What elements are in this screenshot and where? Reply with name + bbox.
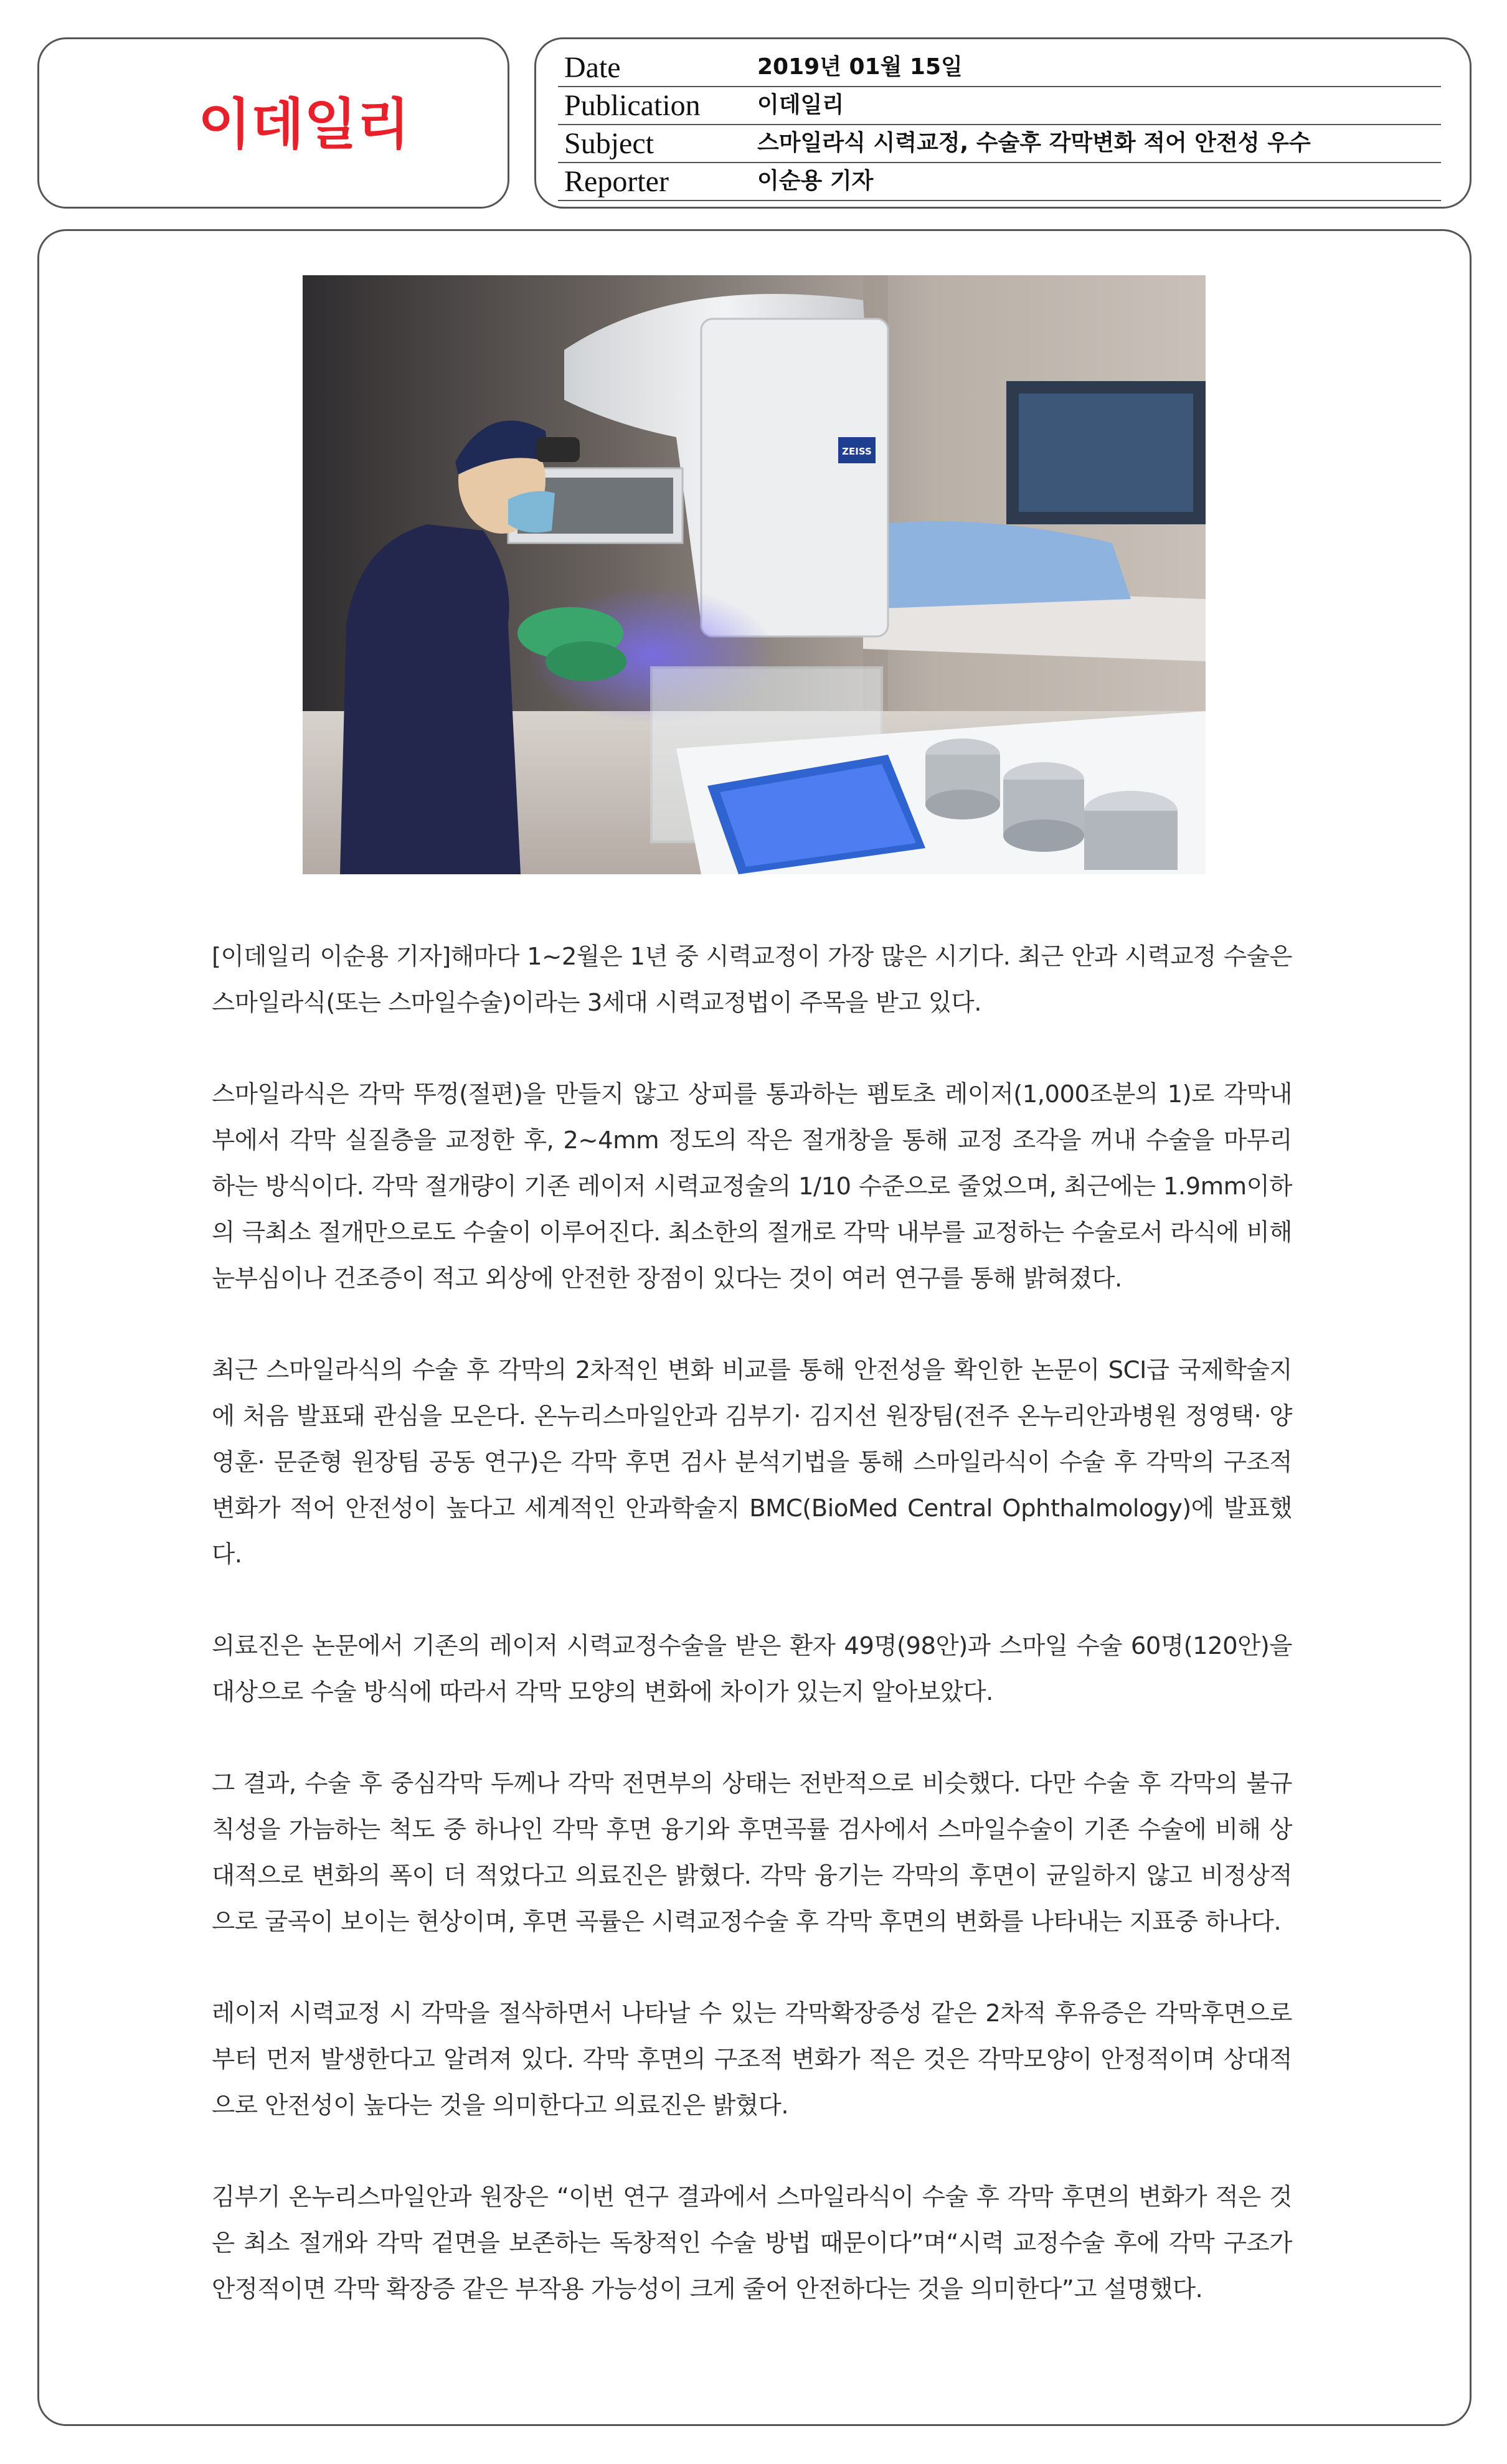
reporter-value: 이순용 기자 xyxy=(757,168,874,194)
article-photo xyxy=(303,275,1206,874)
publication-row xyxy=(558,87,1441,125)
date-value: 2019년 01월 15일 xyxy=(757,54,963,80)
svg-text:ZEISS: ZEISS xyxy=(842,446,872,457)
subject-label: Subject xyxy=(564,127,654,160)
article-body xyxy=(212,934,1292,2358)
article-paragraph: 의료진은 논문에서 기존의 레이저 시력교정수술을 받은 환자 49명(98안)과 스마일 수술 60명(120안)을 대상으로 수술 방식에 따라서 각막 모양의 변화에 차이가 있는지 알아보았다. xyxy=(212,1632,1292,1706)
article-paragraph: 최근 스마일라식의 수술 후 각막의 2차적인 변화 비교를 통해 안전성을 확인한 논문이 SCI급 국제학술지에 처음 발표돼 관심을 모은다. 온누리스마일안과 김부기· 김지선 원장팀(전주 온누리안과병원 정영택· 양영훈· 문준형 원장팀 공동 연구)은 각막 후면 검사 분석기법을 통해 스마일라식이 수술 후 각막의 구조적 변화가 적어 안전성이 높다고 세계적인 안과학술지 BMC(BioMed Central Ophthalmology)에 발표했다. xyxy=(212,1356,1292,1569)
article-paragraph: 김부기 온누리스마일안과 원장은 “이번 연구 결과에서 스마일라식이 수술 후 각막 후면의 변화가 적은 것은 최소 절개와 각막 겉면을 보존하는 독창적인 수술 방법 때문이다”며“시력 교정수술 후에 각막 구조가 안정적이면 각막 확장증 같은 부작용 가능성이 크게 줄어 안전하다는 것을 의미한다”고 설명했다. xyxy=(212,2183,1292,2303)
reporter-label: Reporter xyxy=(564,165,669,198)
edaily-logo xyxy=(189,92,419,154)
surgeon xyxy=(340,524,521,874)
article-paragraph: 레이저 시력교정 시 각막을 절삭하면서 나타날 수 있는 각막확장증성 같은 2차적 후유증은 각막후면으로부터 먼저 발생한다고 알려져 있다. 각막 후면의 구조적 변화가 적은 것은 각막모양이 안정적이며 상대적으로 안전성이 높다는 것을 의미한다고 의료진은 밝혔다. xyxy=(212,1999,1292,2120)
subject-value: 스마일라식 시력교정, 수술후 각막변화 적어 안전성 우수 xyxy=(757,130,1311,156)
article-paragraph: 스마일라식은 각막 뚜껑(절편)을 만들지 않고 상피를 통과하는 펨토초 레이저(1,000조분의 1)로 각막내부에서 각막 실질층을 교정한 후, 2~4mm 정도의 작은 절개창을 통해 교정 조각을 꺼내 수술을 마무리 하는 방식이다. 각막 절개량이 기존 레이저 시력교정술의 1/10 수준으로 줄었으며, 최근에는 1.9mm이하의 극최소 절개만으로도 수술이 이루어진다. 최소한의 절개로 각막 내부를 교정하는 수술로서 라식에 비해 눈부심이나 건조증이 적고 외상에 안전한 장점이 있다는 것이 여러 연구를 통해 밝혀졌다. xyxy=(212,1080,1292,1293)
article-paragraph: 그 결과, 수술 후 중심각막 두께나 각막 전면부의 상태는 전반적으로 비슷했다. 다만 수술 후 각막의 불규칙성을 가늠하는 척도 중 하나인 각막 후면 융기와 후면곡률 검사에서 스마일수술이 기존 수술에 비해 상대적으로 변화의 폭이 더 적었다고 의료진은 밝혔다. 각막 융기는 각막의 후면이 균일하지 않고 비정상적으로 굴곡이 보이는 현상이며, 후면 곡률은 시력교정수술 후 각막 후면의 변화를 나타내는 지표중 하나다. xyxy=(212,1770,1292,1936)
subject-row xyxy=(558,125,1441,163)
logo-panel xyxy=(37,37,509,209)
article-paragraph: [이데일리 이순용 기자]해마다 1~2월은 1년 중 시력교정이 가장 많은 시기다. 최근 안과 시력교정 수술은 스마일라식(또는 스마일수술)이라는 3세대 시력교정법이 주목을 받고 있다. xyxy=(212,943,1292,1017)
metadata-panel xyxy=(534,37,1472,209)
publication-label: Publication xyxy=(564,89,701,122)
reporter-row xyxy=(558,163,1441,201)
date-label: Date xyxy=(564,51,621,84)
publication-value: 이데일리 xyxy=(757,92,844,118)
date-row xyxy=(558,49,1441,87)
svg-text:이데일리: 이데일리 xyxy=(197,92,410,154)
